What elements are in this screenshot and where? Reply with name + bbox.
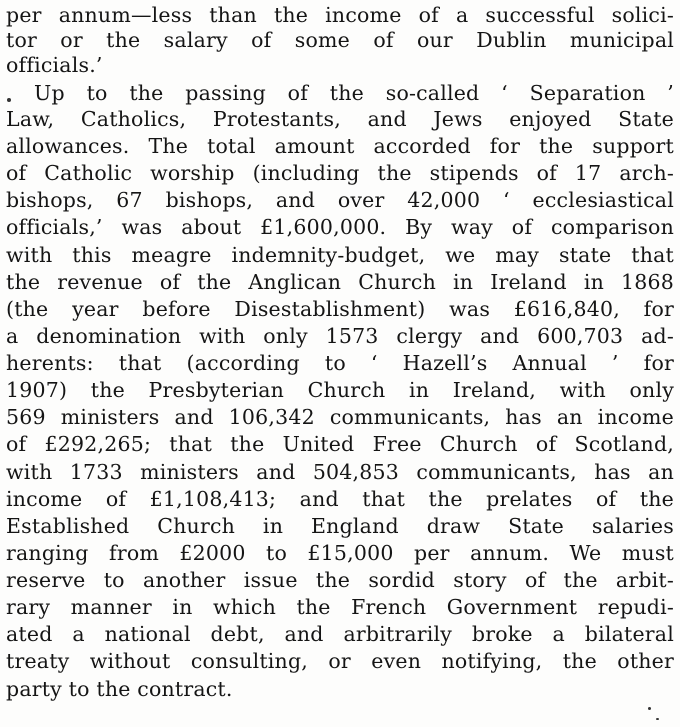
text-line: per annum—less than the income of a successful solici-: [6, 3, 674, 27]
text-line: Established Church in England draw State salaries: [6, 514, 674, 538]
text-line: (the year before Disestablishment) was £616,840, for: [6, 297, 674, 321]
text-line: allowances. The total amount accorded for the support: [6, 134, 674, 158]
text-line: party to the contract.: [6, 677, 233, 701]
text-line: bishops, 67 bishops, and over 42,000 ‘ ecclesiastical: [6, 188, 674, 212]
text-line: 1907) the Presbyterian Church in Ireland, with only: [6, 378, 674, 402]
text-line: Law, Catholics, Protestants, and Jews enjoyed State: [6, 107, 674, 131]
text-line: herents: that (according to ‘ Hazell’s Annual ’ for: [6, 351, 674, 375]
print-speck: [648, 707, 651, 710]
text-line: a denomination with only 1573 clergy and 600,703 ad-: [6, 324, 674, 348]
text-line: 569 ministers and 106,342 communicants, has an income: [6, 405, 674, 429]
text-line: officials.’: [6, 53, 103, 77]
text-line: tor or the salary of some of our Dublin municipal: [6, 28, 674, 52]
text-line: ated a national debt, and arbitrarily broke a bilateral: [6, 622, 674, 646]
text-line: income of £1,108,413; and that the prelates of the: [6, 487, 674, 511]
text-line: with this meagre indemnity-budget, we may state that: [6, 243, 674, 267]
print-speck: [7, 98, 11, 102]
text-line: Up to the passing of the so-called ‘ Separation ’: [34, 81, 674, 105]
print-speck: [656, 718, 659, 720]
text-line: of Catholic worship (including the stipends of 17 arch-: [6, 161, 674, 185]
text-line: rary manner in which the French Government repudi-: [6, 595, 674, 619]
text-line: treaty without consulting, or even notifying, the other: [6, 649, 674, 673]
text-line: of £292,265; that the United Free Church of Scotland,: [6, 432, 674, 456]
text-line: ranging from £2000 to £15,000 per annum. We must: [6, 541, 674, 565]
text-line: with 1733 ministers and 504,853 communicants, has an: [6, 460, 674, 484]
text-line: officials,’ was about £1,600,000. By way of comparison: [6, 215, 674, 239]
text-line: the revenue of the Anglican Church in Ireland in 1868: [6, 270, 674, 294]
text-line: reserve to another issue the sordid story of the arbit-: [6, 568, 674, 592]
